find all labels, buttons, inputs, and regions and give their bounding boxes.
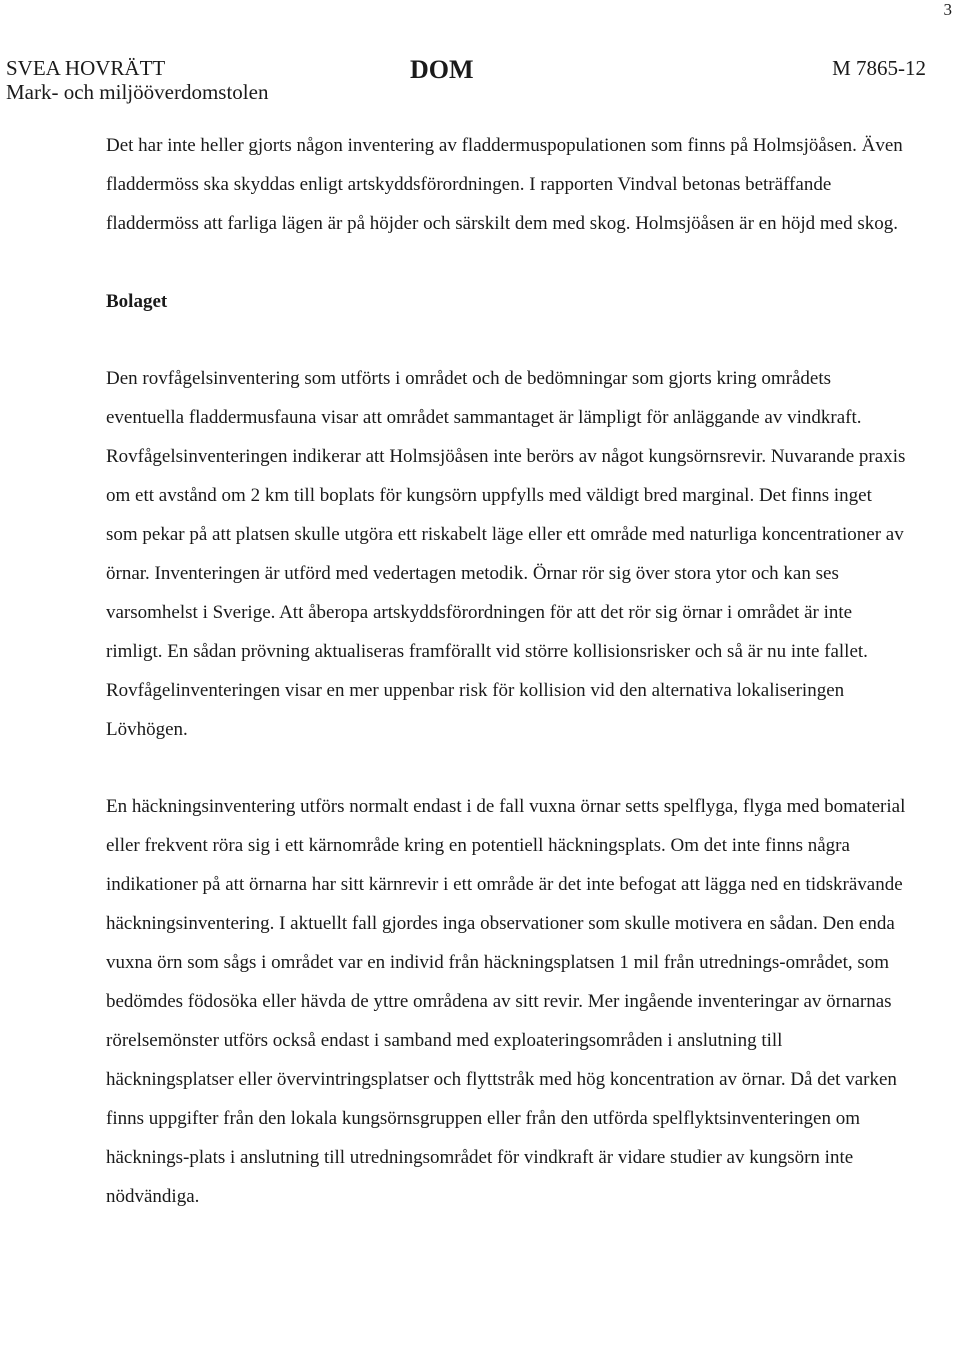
document-header [6,56,926,106]
page-number: 3 [943,0,952,19]
section-heading-bolaget: Bolaget [106,291,168,312]
document-body [106,126,906,1216]
document-type: DOM [410,55,474,84]
court-division: Mark- och miljööverdomstolen [6,80,269,104]
paragraph-nesting-inventory: En häckningsinventering utförs normalt endast i de fall vuxna örnar setts spelflyga, flyga med bomaterial eller frekvent röra sig i ett kärnområde kring en potentiell häckningsplats. Om det inte finns några indikationer på att örnarna har sitt kärnrevir i ett område är det inte befogat att lägga ned en tidskrävande häckningsinventering. I aktuellt fall gjordes inga observationer som skulle motivera en sådan. Den enda vuxna örn som sågs i området var en individ från häckningsplatsen 1 mil från utrednings-området, som bedömdes födosöka eller hävda de yttre områdena av sitt revir. Mer ingående inventeringar av örnarnas rörelsemönster utförs också endast i samband med exploateringsområden i anslutning till häckningsplatser eller övervintringsplatser och flyttstråk med hög koncentration av örnar. Då det varken finns uppgifter från den lokala kungsörnsgruppen eller från den utförda spelflyktsinventeringen om häcknings-plats i anslutning till utredningsområdet för vindkraft är vidare studier av kungsörn inte nödvändiga. [106,796,906,1207]
paragraph-bats: Det har inte heller gjorts någon inventering av fladdermuspopulationen som finns på Holmsjöåsen. Även fladdermöss ska skyddas enligt artskyddsförordningen. I rapporten Vindval betonas beträffande fladdermöss att farliga lägen är på höjder och särskilt dem med skog. Holmsjöåsen är en höjd med skog. [106,135,903,234]
case-number: M 7865-12 [832,56,926,80]
court-name: SVEA HOVRÄTT [6,56,166,80]
paragraph-raptor-inventory: Den rovfågelsinventering som utförts i området och de bedömningar som gjorts kring områdets eventuella fladdermusfauna visar att området sammantaget är lämpligt för anläggande av vindkraft. Rovfågelsinventeringen indikerar att Holmsjöåsen inte berörs av något kungsörnsrevir. Nuvarande praxis om ett avstånd om 2 km till boplats för kungsörn uppfylls med väldigt bred marginal. Det finns inget som pekar på att platsen skulle utgöra ett riskabelt läge eller ett område med naturliga koncentrationer av örnar. Inventeringen är utförd med vedertagen metodik. Örnar rör sig över stora ytor och kan ses varsomhelst i Sverige. Att åberopa artskyddsförordningen för att det rör sig örnar i området är inte rimligt. En sådan prövning aktualiseras framförallt vid större kollisionsrisker och så är nu inte fallet. Rovfågelinventeringen visar en mer uppenbar risk för kollision vid den alternativa lokaliseringen Lövhögen. [106,368,906,740]
